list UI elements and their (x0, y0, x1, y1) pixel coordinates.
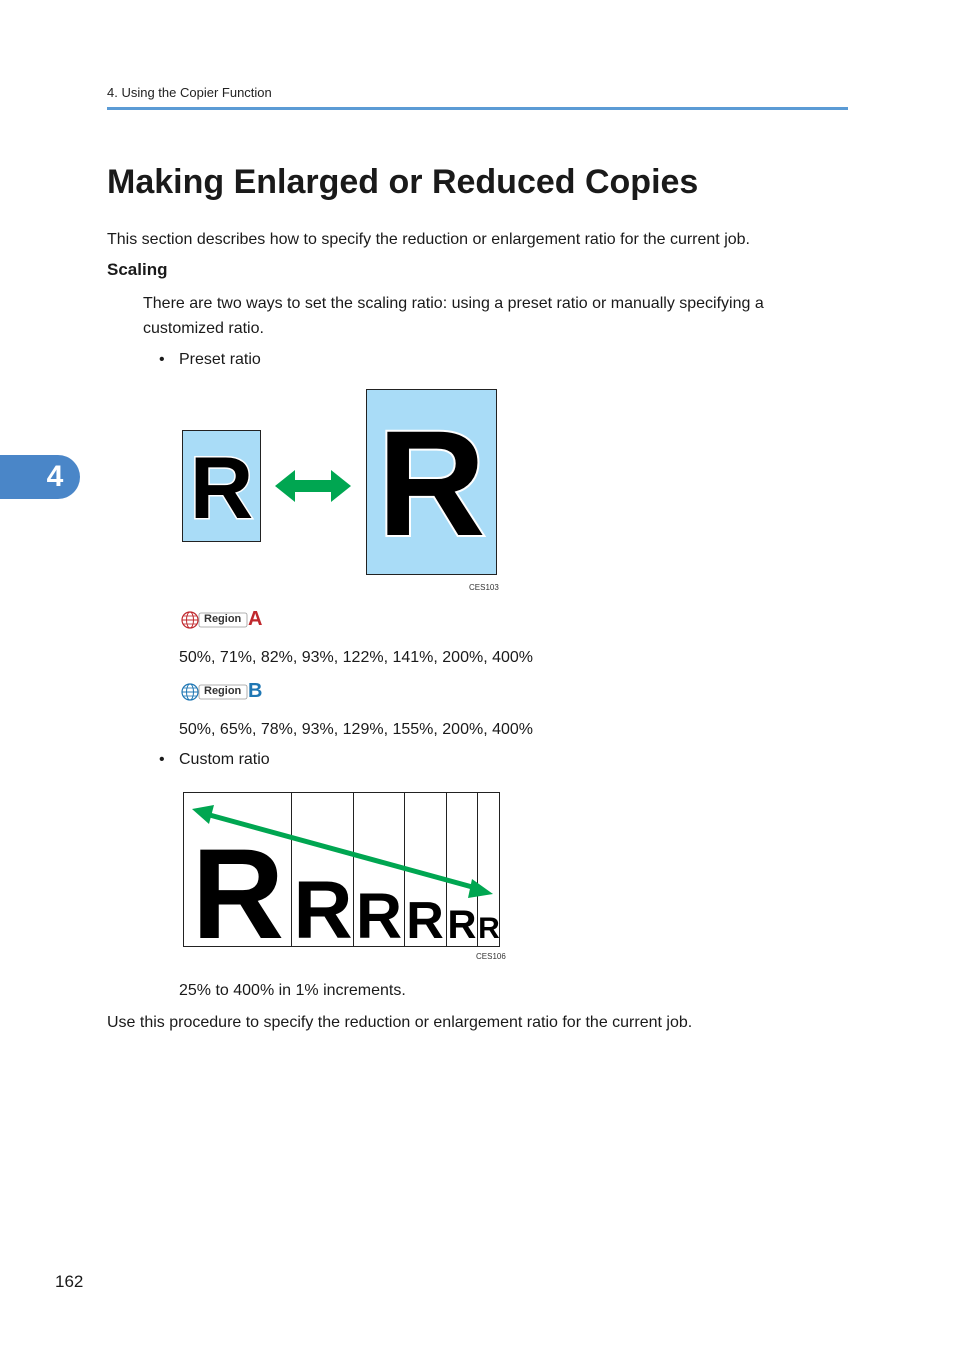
region-b-badge (179, 682, 269, 702)
figure2-code: CES106 (476, 952, 506, 961)
region-a-ratios: 50%, 71%, 82%, 93%, 122%, 141%, 200%, 400% (179, 649, 534, 666)
double-arrow-icon (275, 470, 351, 502)
bullet-preset-ratio: Preset ratio (179, 351, 261, 368)
page-title: Making Enlarged or Reduced Copies (107, 163, 699, 201)
subheading-scaling: Scaling (107, 260, 168, 279)
region-a-label: Region (204, 613, 242, 625)
custom-range-text: 25% to 400% in 1% increments. (179, 982, 406, 999)
intro-text: This section describes how to specify the reduction or enlargement ratio for the current job. (107, 231, 750, 248)
scaling-desc-line1: There are two ways to set the scaling ratio: using a preset ratio or manually specifying a (143, 295, 764, 312)
procedure-text: Use this procedure to specify the reduction or enlargement ratio for the current job. (107, 1014, 693, 1031)
scaling-desc-line2: customized ratio. (143, 320, 264, 337)
figure-preset-ratio (175, 385, 515, 600)
large-r-letter: R (377, 399, 486, 567)
r-letter-6: R (478, 912, 500, 945)
region-a-badge (179, 610, 269, 630)
r-letter-3: R (355, 880, 403, 952)
figure-custom-ratio (180, 788, 506, 953)
running-header: 4. Using the Copier Function (107, 85, 272, 100)
small-r-letter: R (189, 438, 254, 537)
r-letter-4: R (406, 892, 444, 950)
bullet-dot: • (159, 351, 165, 368)
region-b-label: Region (204, 685, 242, 697)
chapter-number: 4 (46, 460, 64, 493)
page-number: 162 (55, 1272, 84, 1291)
r-letter-2: R (293, 865, 353, 953)
header-rule (107, 107, 848, 110)
figure1-code: CES103 (469, 583, 499, 592)
r-letter-5: R (447, 903, 477, 947)
region-b-ratios: 50%, 65%, 78%, 93%, 129%, 155%, 200%, 400% (179, 721, 534, 738)
bullet-dot: • (159, 751, 165, 768)
region-a-letter: A (248, 608, 263, 630)
r-letter-1: R (191, 823, 285, 953)
bullet-custom-ratio: Custom ratio (179, 751, 270, 768)
region-b-letter: B (248, 680, 263, 702)
